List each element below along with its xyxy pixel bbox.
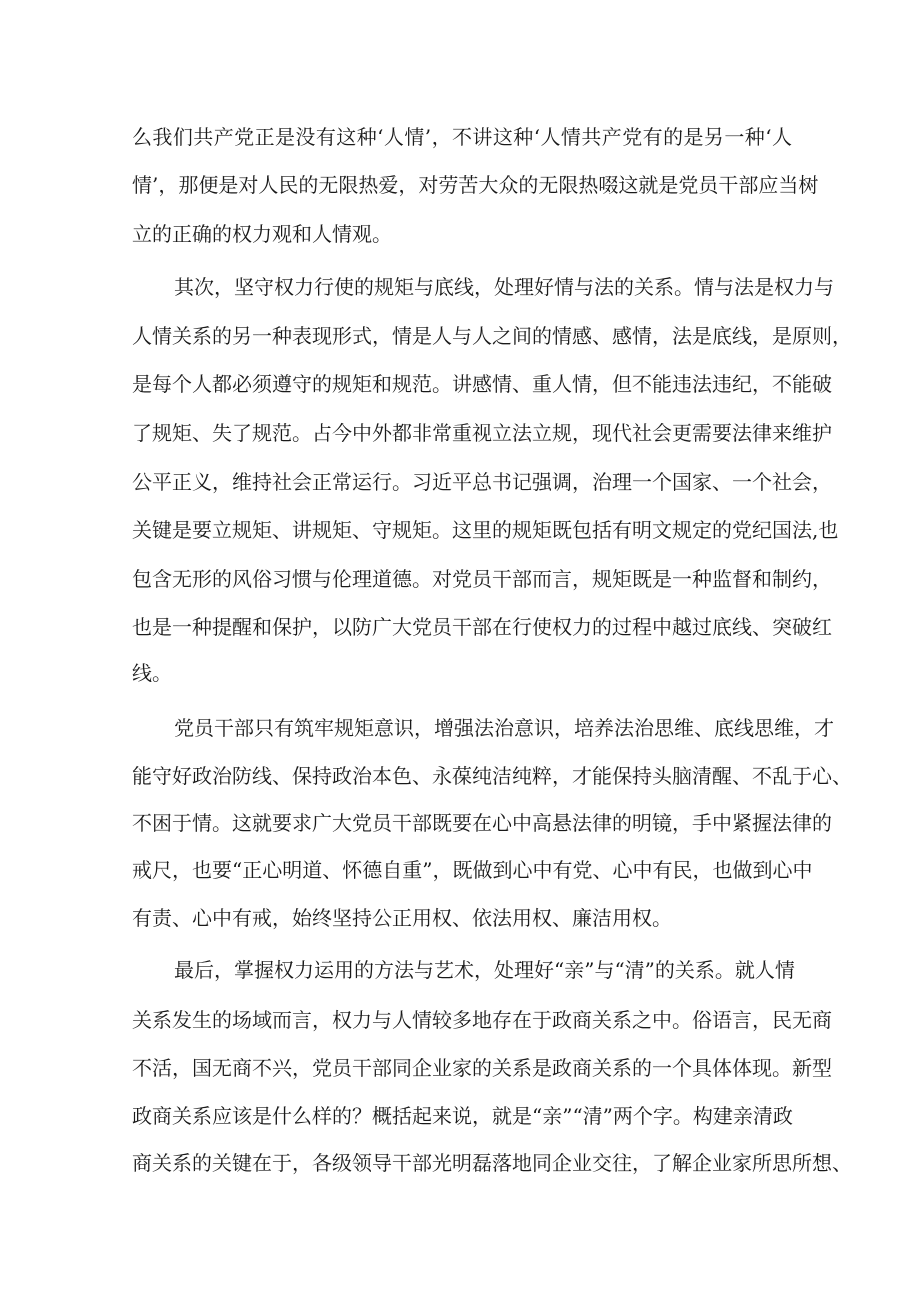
text-line: 公平正义，维持社会正常运行。习近平总书记强调，治理一个国家、一个社会， — [132, 470, 832, 494]
paragraph-first-line: 最后，掌握权力运用的方法与艺术，处理好“亲”与“清”的关系。就人情 — [174, 958, 795, 982]
paragraph-first-line: 其次，坚守权力行使的规矩与底线，处理好情与法的关系。情与法是权力与 — [174, 275, 834, 299]
text-line: 不困于情。这就要求广大党员干部既要在心中高悬法律的明镜，手中紧握法律的 — [132, 811, 832, 835]
text-line: 是每个人都必须遵守的规矩和规范。讲感情、重人情，但不能违法违纪，不能破 — [132, 372, 832, 396]
paragraph-first-line: 党员干部只有筑牢规矩意识，增强法治意识，培养法治思维、底线思维，才 — [174, 716, 834, 740]
text-line: 了规矩、失了规范。占今中外都非常重视立法立规，现代社会更需要法律来维护 — [132, 421, 832, 445]
text-line: 关系发生的场域而言，权力与人情较多地存在于政商关系之中。俗语言，民无商 — [132, 1008, 832, 1032]
text-line: 么我们共产党正是没有这种‘人情’，不讲这种‘人情共产党有的是另一种‘人 — [132, 125, 792, 149]
text-line: 戒尺，也要“正心明道、怀德自重”，既做到心中有党、心中有民，也做到心中 — [132, 858, 813, 882]
text-line: 有责、心中有戒，始终坚持公正用权、依法用权、廉洁用权。 — [132, 906, 672, 930]
text-line: 商关系的关键在于，各级领导干部光明磊落地同企业交往，了解企业家所思所想、 — [132, 1151, 852, 1175]
text-line: 能守好政治防线、保持政治本色、永葆纯洁纯粹，才能保持头脑清醒、不乱于心、 — [132, 764, 852, 788]
text-line: 不活，国无商不兴，党员干部同企业家的关系是政商关系的一个具体体现。新型 — [132, 1056, 832, 1080]
text-line: 线。 — [132, 661, 172, 685]
text-line: 政商关系应该是什么样的？概括起来说，就是“亲”“清”两个字。构建亲清政 — [132, 1104, 793, 1128]
text-line: 关键是要立规矩、讲规矩、守规矩。这里的规矩既包括有明文规定的党纪国法,也 — [132, 518, 839, 542]
text-line: 也是一种提醒和保护，以防广大党员干部在行使权力的过程中越过底线、突破红 — [132, 615, 832, 639]
text-line: 包含无形的风俗习惯与伦理道德。对党员干部而言，规矩既是一种监督和制约， — [132, 567, 832, 591]
text-line: 人情关系的另一种表现形式，情是人与人之间的情感、感情，法是底线，是原则， — [132, 324, 852, 348]
text-line: 立的正确的权力观和人情观。 — [132, 222, 392, 246]
text-line: 情’，那便是对人民的无限热爱，对劳苦大众的无限热啜这就是党员干部应当树 — [132, 173, 819, 197]
